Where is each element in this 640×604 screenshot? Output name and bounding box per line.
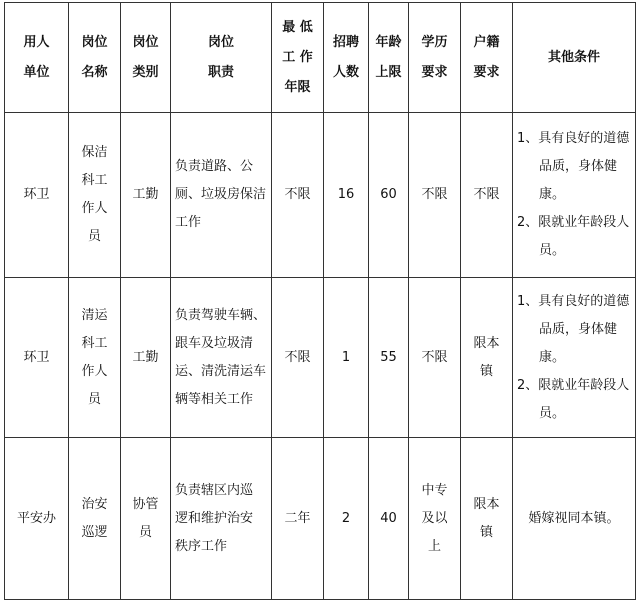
- header-age-limit: 年龄 上限: [369, 3, 409, 113]
- cell-position-name: 保洁 科工 作人 员: [69, 113, 121, 278]
- cell-category: 协管 员: [121, 438, 171, 600]
- header-other: 其他条件: [513, 3, 636, 113]
- cell-duty: 负责辖区内巡 逻和维护治安 秩序工作: [171, 438, 272, 600]
- cell-education: 中专 及以 上: [409, 438, 461, 600]
- header-position-duty: 岗位 职责: [171, 3, 272, 113]
- header-recruit-count: 招聘 人数: [324, 3, 369, 113]
- cell-unit: 环卫: [5, 278, 69, 438]
- cell-other: 1、具有良好的道德品质，身体健康。 2、限就业年龄段人员。: [513, 278, 636, 438]
- cell-count: 2: [324, 438, 369, 600]
- table-row: [5, 278, 636, 438]
- cell-count: 16: [324, 113, 369, 278]
- cell-min-years: 二年: [272, 438, 324, 600]
- table-header-row: [5, 3, 636, 113]
- cell-education: 不限: [409, 113, 461, 278]
- cell-age-limit: 60: [369, 113, 409, 278]
- cell-age-limit: 55: [369, 278, 409, 438]
- cell-min-years: 不限: [272, 278, 324, 438]
- cell-count: 1: [324, 278, 369, 438]
- recruitment-table: [4, 2, 636, 600]
- cell-unit: 平安办: [5, 438, 69, 600]
- cell-category: 工勤: [121, 278, 171, 438]
- header-min-years: 最 低 工 作 年限: [272, 3, 324, 113]
- header-education: 学历 要求: [409, 3, 461, 113]
- cell-hukou: 限本 镇: [461, 438, 513, 600]
- cell-min-years: 不限: [272, 113, 324, 278]
- cell-unit: 环卫: [5, 113, 69, 278]
- header-unit: 用人 单位: [5, 3, 69, 113]
- cell-hukou: 限本 镇: [461, 278, 513, 438]
- cell-other: 婚嫁视同本镇。: [513, 438, 636, 600]
- cell-position-name: 清运 科工 作人 员: [69, 278, 121, 438]
- table-row: [5, 438, 636, 600]
- cell-education: 不限: [409, 278, 461, 438]
- cell-age-limit: 40: [369, 438, 409, 600]
- cell-duty: 负责驾驶车辆、 跟车及垃圾清 运、清洗清运车 辆等相关工作: [171, 278, 272, 438]
- cell-position-name: 治安 巡逻: [69, 438, 121, 600]
- header-position-name: 岗位 名称: [69, 3, 121, 113]
- cell-category: 工勤: [121, 113, 171, 278]
- cell-other: 1、具有良好的道德品质，身体健康。 2、限就业年龄段人员。: [513, 113, 636, 278]
- table-row: [5, 113, 636, 278]
- cell-hukou: 不限: [461, 113, 513, 278]
- header-hukou: 户籍 要求: [461, 3, 513, 113]
- header-position-category: 岗位 类别: [121, 3, 171, 113]
- cell-duty: 负责道路、公 厕、垃圾房保洁 工作: [171, 113, 272, 278]
